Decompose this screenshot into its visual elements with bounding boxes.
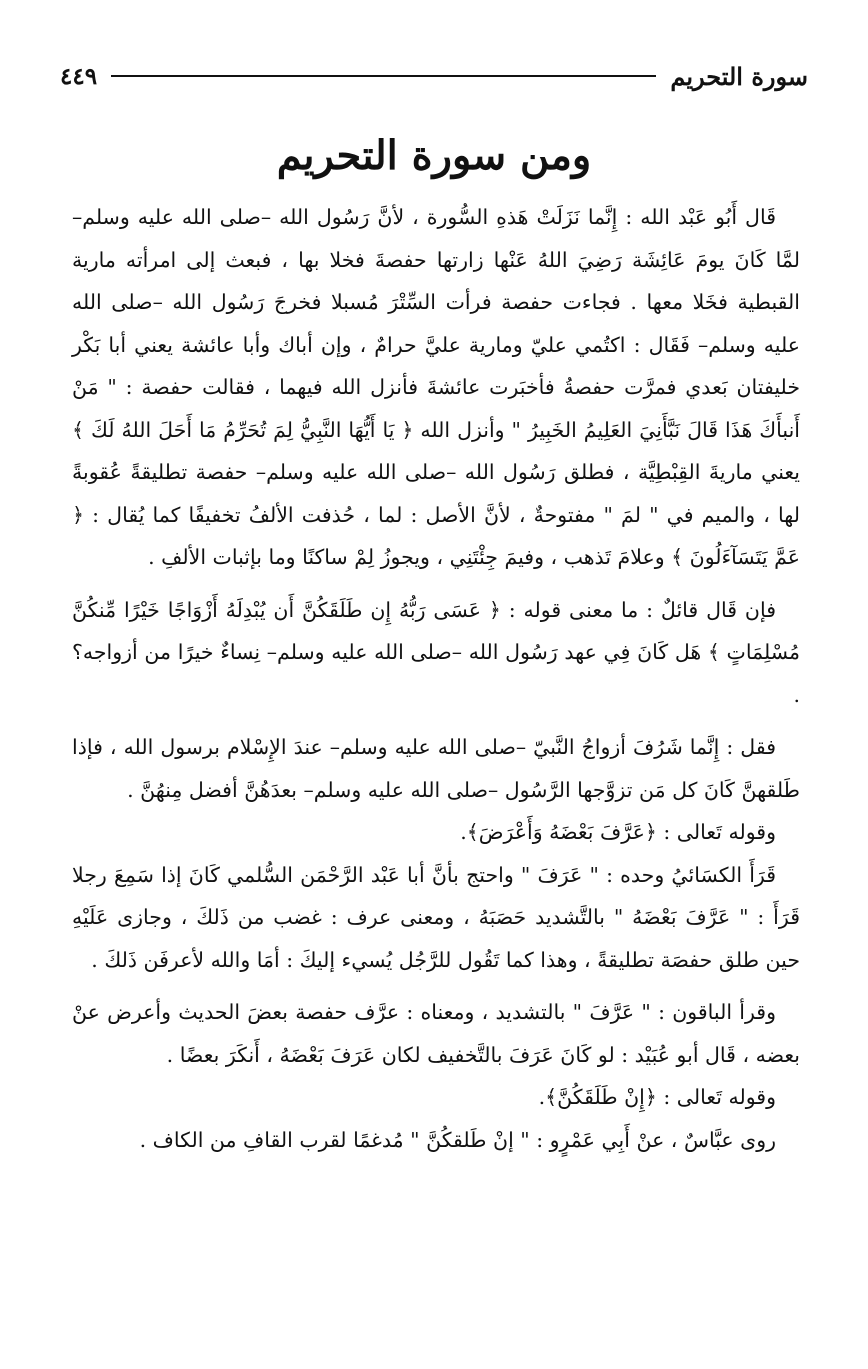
running-header (60, 56, 808, 96)
page-number: ٤٤٩ (60, 62, 98, 90)
paragraph-kisai-reading: قَرَأَ الكسَائيُ وحده : " عَرَفَ " واحتج بأنَّ أبا عَبْد الرَّحْمَن السُّلمي كَانَ إذا سَمِعَ رجلا قَرَأَ : " عَرَّفَ بَعْضَهُ " بالتَّشديد حَصَبَهُ ، ومعنى عرف : غضب من ذَلكَ ، وجازى عَلَيْهِ حين طلق حفصَة تطليقةً ، وهذا كما تَقُول للرَّجُل يُسيء إليكَ : أمَا والله لأعرفَن ذَلكَ . (72, 862, 800, 972)
header-rule (111, 75, 656, 77)
chapter-title: ومن سورة التحريم (276, 132, 592, 179)
paragraph-revelation-cause: قَال أَبُو عَبْد الله : إِنَّما نَزَلَتْ هَذهِ السُّورة ، لأنَّ رَسُول الله –صلى الله عليه وسلم– لمَّا كَانَ يومَ عَائِشَة رَضِيَ اللهُ عَنْها زارتها حفصةَ فخلا بها ، فبعث إلى امرأته مارية القبطية فخَلا معها . فجاءت حفصة فرأت السِّتْرَ مُسبلا فخرجَ رَسُول الله –صلى الله عليه وسلم– فَقَال : اكتُمي عليّ ومارية عليَّ حرامٌ ، وإن أباك وأبا عائشة يعني أبا بَكْر خليفتان بَعدي فمرَّت حفصةُ فأخبَرت عائشةَ فأنزل الله فيهما ، فقالت حفصة : " مَنْ أَنبأَكَ هَذَا قَالَ نَبَّأَنِيَ العَلِيمُ الخَبِيرُ " وأنزل الله ﴿ يَا أَيُّهَا النَّبِيُّ لِمَ تُحَرِّمُ مَا أَحَلَ اللهُ لَكَ ﴾ يعني ماريةَ القِبْطِيَّة ، فطلق رَسُول الله –صلى الله عليه وسلم– حفصة تطليقةً عُقوبةً لها ، والميم في " لمَ " مفتوحةٌ ، لأنَّ الأصل : لما ، حُذفت الألفُ تخفيفًا كما يُقال : ﴿ عَمَّ يَتَسَآءَلُونَ ﴾ وعلامَ تَذهب ، وفيمَ جِئْتَنِي ، ويجوزُ لِمْ ساكنًا وما بإثبات الألفِ . (72, 205, 800, 569)
running-header-title: سورة التحريم (670, 61, 808, 91)
paragraph-verse-in-tallaqakunna: وقوله تَعالى : ﴿إِنْ طَلَقَكُنَّ﴾. (538, 1085, 776, 1109)
paragraph-question: فإن قَال قائلٌ : ما معنى قوله : ﴿ عَسَى رَبُّهُ إِن طَلَقَكُنَّ أَن يُبْدِلَهُ أَزْوَاجًا خَيْرًا مِّنكُنَّ مُسْلِمَاتٍ ﴾ هَل كَانَ فِي عهد رَسُول الله –صلى الله عليه وسلم– نِساءٌ خيرًا من أزواجه؟ . (72, 597, 800, 707)
paragraph-other-readers: وقرأ الباقون : " عَرَّفَ " بالتشديد ، ومعناه : عرَّف حفصة بعضَ الحديث وأعرض عنْ بعضه ، قَال أبو عُبَيْد : لو كَانَ عَرَفَ بالتَّخفيف لكان عَرَفَ بَعْضَهُ ، أَنكَرَ بعضًا . (72, 1000, 800, 1067)
paragraph-answer: فقل : إِنَّما شَرُفَ أزواجُ النَّبيّ –صلى الله عليه وسلم– عندَ الإِسْلام برسول الله ، فإذا طَلقهنَّ كَانَ كل مَن تزوَّجها الرَّسُول –صلى الله عليه وسلم– بعدَهُنَّ أفضل مِنهُنَّ . (72, 735, 800, 802)
paragraph-abbas-narration: روى عبَّاسٌ ، عنْ أَبِي عَمْرٍو : " إنْ طَلقكُنَّ " مُدغمًا لقرب القافِ من الكاف . (139, 1127, 776, 1152)
paragraph-verse-arrafa: وقوله تَعالى : ﴿عَرَّفَ بَعْضَهُ وَأَعْرَضَ﴾. (460, 820, 776, 844)
body-text (72, 196, 800, 1161)
